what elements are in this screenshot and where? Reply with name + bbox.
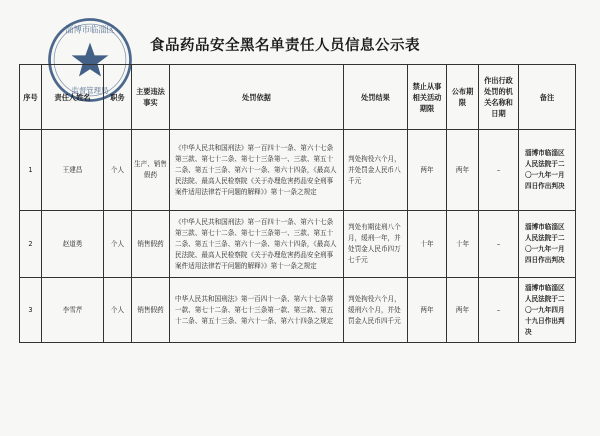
header-name: 责任人姓名 bbox=[42, 65, 104, 130]
cell-ban: 两年 bbox=[408, 278, 447, 343]
header-basis: 处罚依据 bbox=[170, 65, 344, 130]
svg-text:监督管理局: 监督管理局 bbox=[71, 86, 109, 96]
cell-type: 个人 bbox=[104, 130, 132, 211]
table-header-row bbox=[20, 65, 576, 130]
header-org: 作出行政处罚的机关名称和日期 bbox=[479, 65, 519, 130]
cell-ban: 两年 bbox=[408, 130, 447, 211]
cell-no: 1 bbox=[20, 130, 42, 211]
cell-period: 两年 bbox=[447, 278, 479, 343]
cell-result: 判处拘役六个月，缓刑六个月，并处罚金人民币四千元 bbox=[344, 278, 408, 343]
cell-type: 个人 bbox=[104, 211, 132, 278]
svg-text:淄博市临淄区: 淄博市临淄区 bbox=[65, 24, 115, 35]
cell-name: 李雪芹 bbox=[42, 278, 104, 343]
cell-basis: 《中华人民共和国刑法》第一百四十一条、第六十七条第三款、第七十二条、第七十三条第一、三款、第五十二条、第五十三条、第六十一条、第六十四条，《最高人民法院、最高人民检察院《关于办理危害药品安全刑事案件适用法律若干问题的解释》》第十一条之规定 bbox=[170, 211, 344, 278]
cell-no: 2 bbox=[20, 211, 42, 278]
cell-violation: 销售假药 bbox=[132, 278, 170, 343]
header-note: 备注 bbox=[519, 65, 576, 130]
cell-ban: 十年 bbox=[408, 211, 447, 278]
cell-org: – bbox=[479, 211, 519, 278]
cell-name: 王建昌 bbox=[42, 130, 104, 211]
cell-basis: 中华人民共和国刑法》第一百四十一条、第六十七条第一款、第七十二条、第七十三条第一款、第三款、第五十二条、第五十三条、第六十一条、第六十四条之规定 bbox=[170, 278, 344, 343]
cell-note: 淄博市临淄区人民法院于二〇一九年四月十九日作出判决 bbox=[519, 278, 576, 343]
header-ban: 禁止从事相关活动期限 bbox=[408, 65, 447, 130]
cell-note: 淄博市临淄区人民法院于二〇一九年一月四日作出判决 bbox=[519, 130, 576, 211]
page-title: 食品药品安全黑名单责任人员信息公示表 bbox=[150, 38, 420, 54]
cell-violation: 生产、销售假药 bbox=[132, 130, 170, 211]
cell-name: 赵道勇 bbox=[42, 211, 104, 278]
cell-type: 个人 bbox=[104, 278, 132, 343]
cell-result: 判处有期徒刑八个月，缓刑一年，并处罚金人民币四万七千元 bbox=[344, 211, 408, 278]
cell-violation: 销售假药 bbox=[132, 211, 170, 278]
header-violation: 主要违法事实 bbox=[132, 65, 170, 130]
cell-note: 淄博市临淄区人民法院于二〇一九年一月四日作出判决 bbox=[519, 211, 576, 278]
blacklist-table bbox=[19, 64, 576, 343]
table-row bbox=[20, 278, 576, 343]
cell-period: 两年 bbox=[447, 130, 479, 211]
cell-period: 十年 bbox=[447, 211, 479, 278]
header-no: 序号 bbox=[20, 65, 42, 130]
cell-basis: 《中华人民共和国刑法》第一百四十一条、第六十七条第三款、第七十二条、第七十三条第一、三款、第五十二条、第五十三条、第六十一条、第六十四条，《最高人民法院、最高人民检察院《关于办理危害药品安全刑事案件适用法律若干问题的解释》》第十一条之规定 bbox=[170, 130, 344, 211]
cell-no: 3 bbox=[20, 278, 42, 343]
cell-org: – bbox=[479, 130, 519, 211]
header-type: 职务 bbox=[104, 65, 132, 130]
cell-org: – bbox=[479, 278, 519, 343]
header-result: 处罚结果 bbox=[344, 65, 408, 130]
table-row bbox=[20, 130, 576, 211]
cell-result: 判处拘役六个月，并处罚金人民币八千元 bbox=[344, 130, 408, 211]
table-row bbox=[20, 211, 576, 278]
header-period: 公布期限 bbox=[447, 65, 479, 130]
